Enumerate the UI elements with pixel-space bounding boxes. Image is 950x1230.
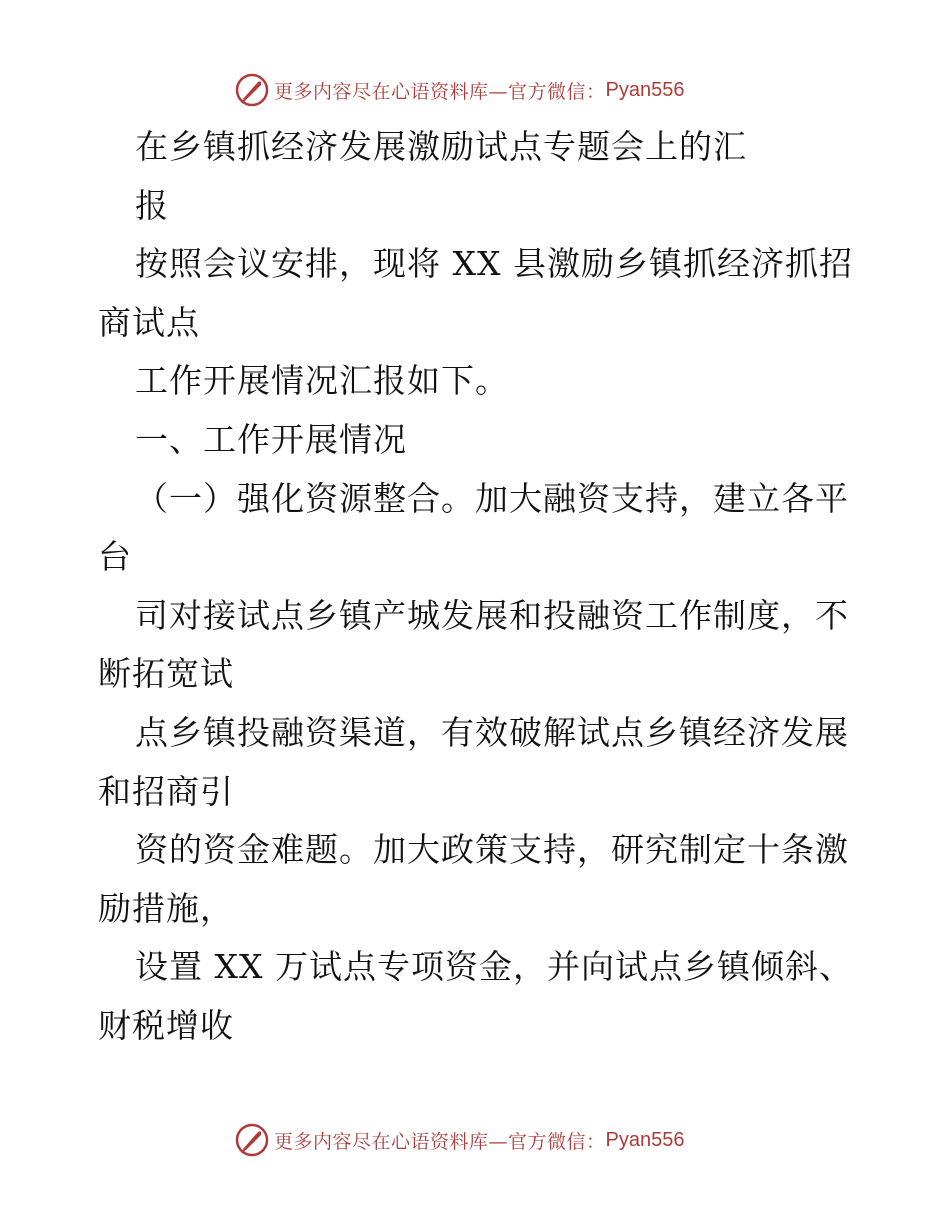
paragraph-line: 工作开展情况汇报如下。	[135, 361, 509, 401]
paragraph-line: 和招商引	[98, 771, 234, 811]
title-line-1: 在乡镇抓经济发展激励试点专题会上的汇	[135, 127, 747, 166]
document-body	[98, 118, 858, 1056]
watermark-text: 更多内容尽在心语资料库—官方微信：	[274, 1130, 606, 1153]
paragraph-line: 资的资金难题。加大政策支持，研究制定十条激	[135, 830, 849, 870]
paragraph-line: 设置 XX 万试点专项资金，并向试点乡镇倾斜、	[135, 947, 853, 987]
title-line-2: 报	[135, 185, 169, 225]
paragraph-line: 断拓宽试	[98, 654, 234, 694]
footer-watermark	[234, 1120, 684, 1160]
header-watermark	[234, 70, 684, 110]
paragraph-line: （一）强化资源整合。加大融资支持，建立各平	[135, 478, 849, 518]
quill-logo-icon	[234, 1122, 270, 1158]
paragraph-line: 按照会议安排，现将 XX 县激励乡镇抓经济抓招	[135, 244, 853, 284]
paragraph-line: 司对接试点乡镇产城发展和投融资工作制度，不	[135, 595, 849, 635]
watermark-wechat-id: Pyan556	[605, 78, 685, 101]
paragraph-line: 财税增收	[98, 1005, 234, 1045]
section-heading: 一、工作开展情况	[135, 419, 407, 459]
watermark-text: 更多内容尽在心语资料库—官方微信：	[274, 80, 606, 103]
paragraph-line: 商试点	[98, 302, 200, 342]
paragraph-line: 台	[98, 537, 132, 577]
watermark-wechat-id: Pyan556	[605, 1128, 685, 1151]
paragraph-line: 点乡镇投融资渠道，有效破解试点乡镇经济发展	[135, 712, 849, 752]
paragraph-line: 励措施，	[98, 888, 234, 928]
quill-logo-icon	[234, 72, 270, 108]
